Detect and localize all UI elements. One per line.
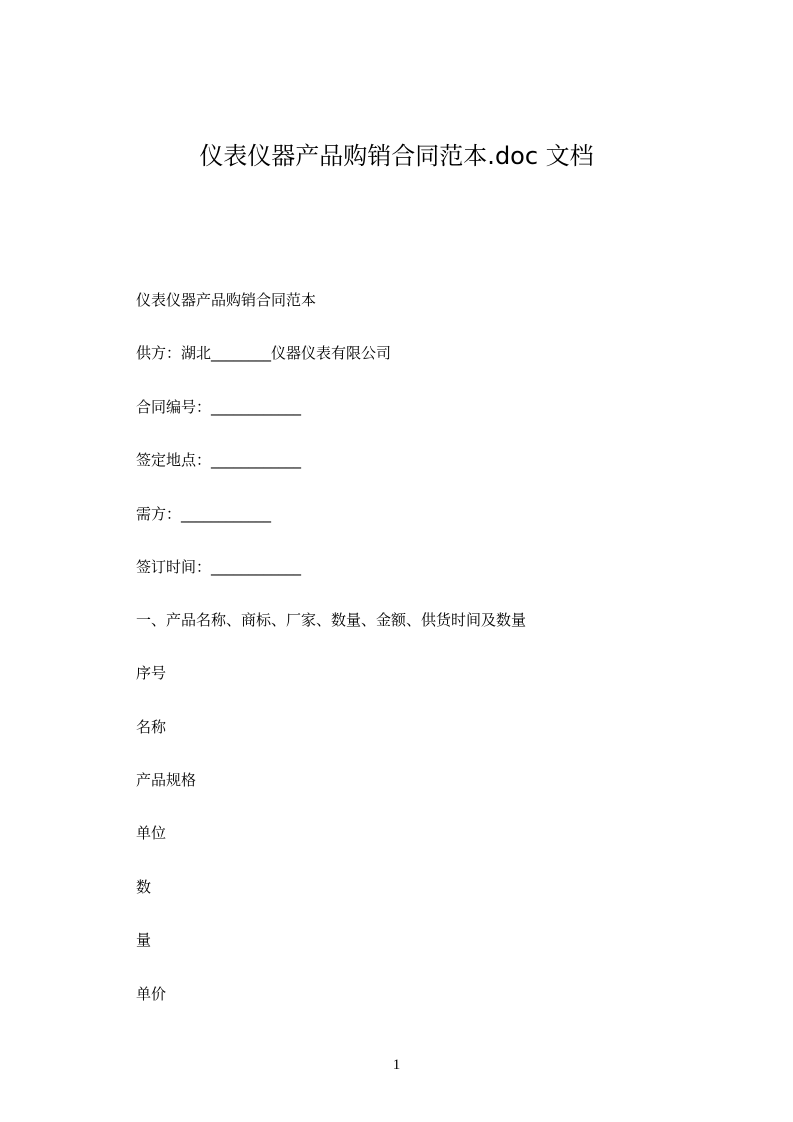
signing-place-line: 签定地点：____________ [136, 451, 302, 469]
section-one-heading: 一、产品名称、商标、厂家、数量、金额、供货时间及数量 [136, 611, 527, 629]
contract-heading: 仪表仪器产品购销合同范本 [136, 291, 317, 309]
column-product-spec: 产品规格 [136, 771, 197, 789]
document-title: 仪表仪器产品购销合同范本.doc 文档 [199, 142, 594, 170]
supplier-line: 供方：湖北________仪器仪表有限公司 [136, 344, 392, 362]
column-quantity-part-1: 数 [136, 878, 152, 896]
buyer-line: 需方：____________ [136, 505, 272, 523]
column-serial-number: 序号 [136, 664, 167, 682]
contract-number-line: 合同编号：____________ [136, 398, 302, 416]
signing-time-line: 签订时间：____________ [136, 558, 302, 576]
page-number: 1 [392, 1057, 401, 1073]
column-unit: 单位 [136, 824, 167, 842]
column-unit-price: 单价 [136, 985, 167, 1003]
column-name: 名称 [136, 718, 167, 736]
column-quantity-part-2: 量 [136, 931, 152, 949]
